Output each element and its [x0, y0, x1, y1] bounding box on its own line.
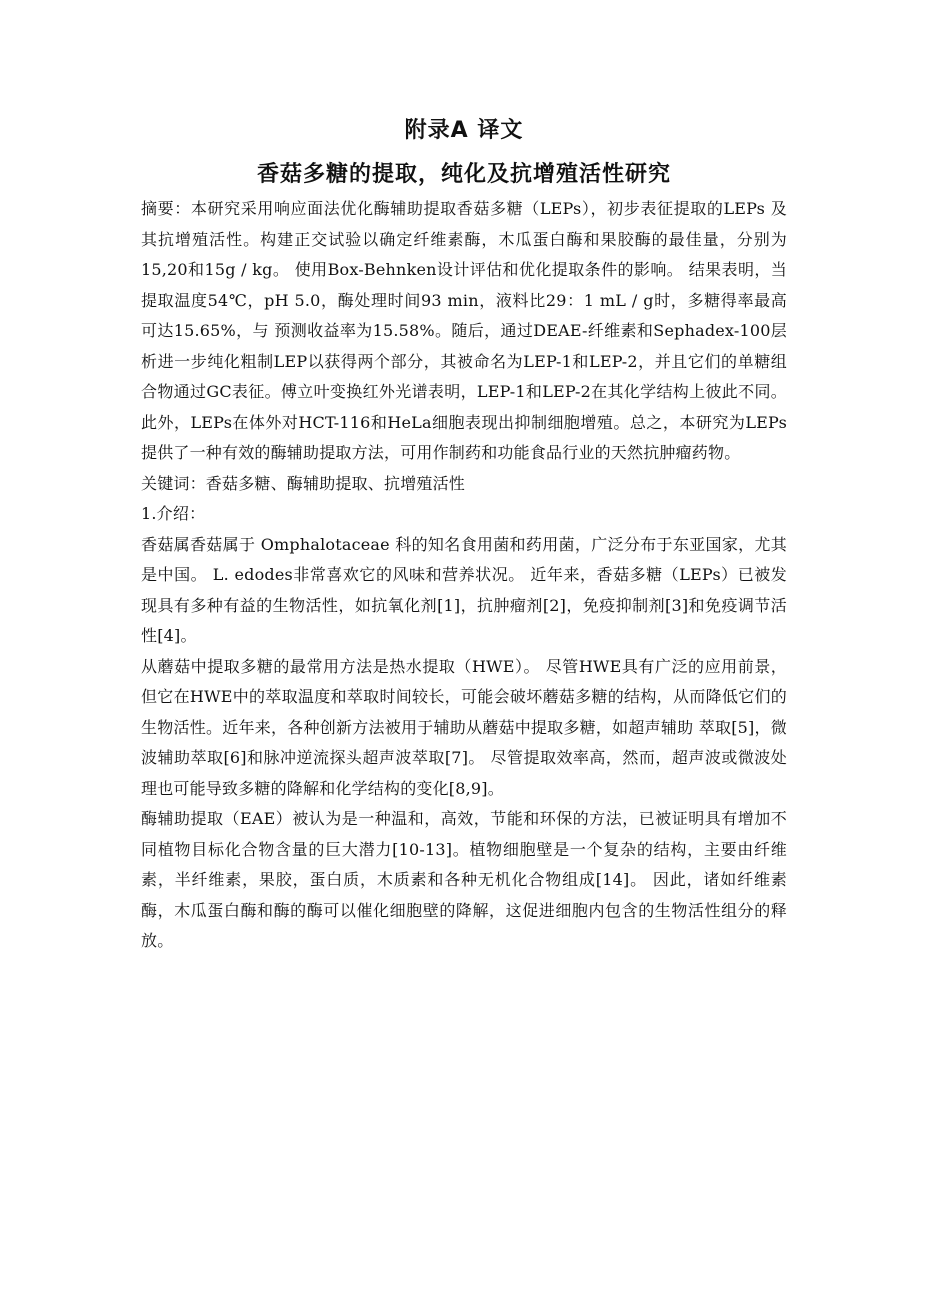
- keywords-line: 关键词：香菇多糖、酶辅助提取、抗增殖活性: [141, 473, 466, 493]
- appendix-title: 附录A 译文: [404, 118, 524, 143]
- body-paragraph: 酶辅助提取（EAE）被认为是一种温和，高效，节能和环保的方法，已被证明具有增加不同植物目标化合物含量的巨大潜力[10-13]。植物细胞壁是一个复杂的结构，主要由纤维素，半纤维素，果胶，蛋白质，木质素和各种无机化合物组成[14]。 因此，诸如纤维素酶，木瓜蛋白酶和酶的酶可以催化细胞壁的降解，这促进细胞内包含的生物活性组分的释放。: [141, 809, 787, 950]
- document-page: [141, 116, 787, 957]
- article-title: 香菇多糖的提取，纯化及抗增殖活性研究: [256, 162, 671, 187]
- intro-heading: 1.介绍：: [141, 504, 206, 523]
- body-paragraph: 从蘑菇中提取多糖的最常用方法是热水提取（HWE）。 尽管HWE具有广泛的应用前景，但它在HWE中的萃取温度和萃取时间较长，可能会破坏蘑菇多糖的结构，从而降低它们的生物活性。近年来，各种创新方法被用于辅助从蘑菇中提取多糖，如超声辅助 萃取[5]，微波辅助萃取[6]和脉冲逆流探头超声波萃取[7]。 尽管提取效率高，然而，超声波或微波处理也可能导致多糖的降解和化学结构的变化[8,9]。: [141, 656, 787, 798]
- abstract-paragraph: 摘要：本研究采用响应面法优化酶辅助提取香菇多糖（LEPs），初步表征提取的LEPs 及其抗增殖活性。构建正交试验以确定纤维素酶，木瓜蛋白酶和果胶酶的最佳量，分别为15,20和15g / kg。 使用Box-Behnken设计评估和优化提取条件的影响。 结果表明，当提取温度54℃，pH 5.0，酶处理时间93 min，液料比29：1 mL / g时，多糖得率最高可达15.65%，与 预测收益率为15.58%。随后，通过DEAE-纤维素和Sephadex-100层析进一步纯化粗制LEP以获得两个部分，其被命名为LEP-1和LEP-2，并且它们的单糖组合物通过GC表征。傅立叶变换红外光谱表明，LEP-1和LEP-2在其化学结构上彼此不同。 此外，LEPs在体外对HCT-116和HeLa细胞表现出抑制细胞增殖。总之，本研究为LEPs提供了一种有效的酶辅助提取方法，可用作制药和功能食品行业的天然抗肿瘤药物。: [141, 199, 787, 462]
- body-paragraph: 香菇属香菇属于 Omphalotaceae 科的知名食用菌和药用菌，广泛分布于东亚国家，尤其是中国。 L. edodes非常喜欢它的风味和营养状况。 近年来，香菇多糖（LEPs）已被发现具有多种有益的生物活性，如抗氧化剂[1]，抗肿瘤剂[2]，免疫抑制剂[3]和免疫调节活性[4]。: [141, 534, 787, 645]
